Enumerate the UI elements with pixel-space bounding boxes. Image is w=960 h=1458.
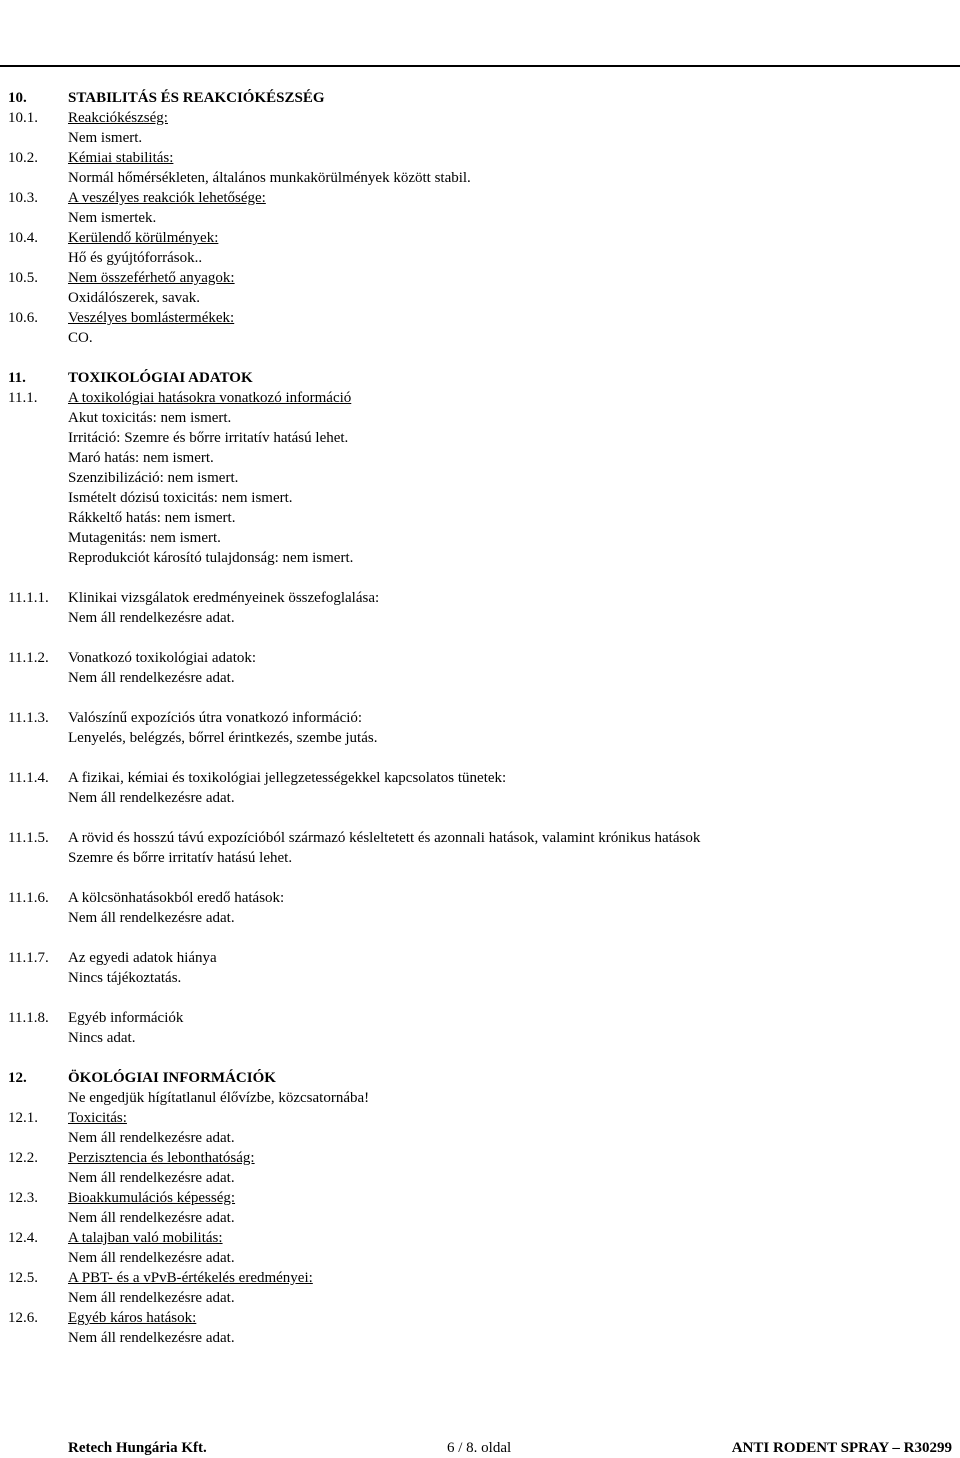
body-text: Lenyelés, belégzés, bőrrel érintkezés, szembe jutás. (68, 730, 378, 746)
subsection-title: Kerülendő körülmények: (68, 230, 219, 246)
body-text: Nem áll rendelkezésre adat. (68, 1330, 235, 1346)
body-text: Szenzibilizáció: nem ismert. (68, 470, 239, 486)
subsection-title: A veszélyes reakciók lehetősége: (68, 190, 266, 206)
section-number: 12.2. (8, 1150, 38, 1166)
body-text: Nem áll rendelkezésre adat. (68, 1170, 235, 1186)
body-text: Rákkeltő hatás: nem ismert. (68, 510, 236, 526)
body-text: Nincs tájékoztatás. (68, 970, 182, 986)
header-divider (0, 65, 960, 67)
section-number: 10.1. (8, 110, 38, 126)
section-number: 10.5. (8, 270, 38, 286)
body-text: Reprodukciót károsító tulajdonság: nem ismert. (68, 550, 354, 566)
section-number: 11.1.8. (8, 1010, 49, 1026)
body-text: Ne engedjük hígítatlanul élővízbe, közcsatornába! (68, 1090, 370, 1106)
subsection-title: A talajban való mobilitás: (68, 1230, 223, 1246)
subsection-title: Perzisztencia és lebonthatóság: (68, 1150, 255, 1166)
body-text: Nem áll rendelkezésre adat. (68, 910, 235, 926)
body-text: Egyéb információk (68, 1010, 184, 1026)
section-number: 11.1.5. (8, 830, 49, 846)
body-text: Ismételt dózisú toxicitás: nem ismert. (68, 490, 293, 506)
body-text: Vonatkozó toxikológiai adatok: (68, 650, 257, 666)
subsection-title: A PBT- és a vPvB-értékelés eredményei: (68, 1270, 313, 1286)
body-text: Mutagenitás: nem ismert. (68, 530, 221, 546)
version-number: Verziószám: 1 (8, 41, 104, 58)
body-text: Szemre és bőrre irritatív hatású lehet. (68, 850, 293, 866)
subsection-title: A toxikológiai hatásokra vonatkozó információ (68, 390, 352, 406)
section-number: 11.1.6. (8, 890, 49, 906)
footer-page-number: 6 / 8. oldal (447, 1440, 512, 1456)
body-text: Maró hatás: nem ismert. (68, 450, 214, 466)
body-text: Nem ismertek. (68, 210, 157, 226)
section-heading: STABILITÁS ÉS REAKCIÓKÉSZSÉG (68, 90, 325, 106)
section-number: 10.3. (8, 190, 38, 206)
body-text: Nem áll rendelkezésre adat. (68, 1210, 235, 1226)
body-text: A fizikai, kémiai és toxikológiai jellegzetességekkel kapcsolatos tünetek: (68, 770, 507, 786)
subsection-title: Egyéb káros hatások: (68, 1310, 197, 1326)
body-text: Irritáció: Szemre és bőrre irritatív hatású lehet. (68, 430, 349, 446)
section-number: 10.2. (8, 150, 38, 166)
body-text: Nem áll rendelkezésre adat. (68, 610, 235, 626)
subsection-title: Veszélyes bomlástermékek: (68, 310, 235, 326)
section-heading: ÖKOLÓGIAI INFORMÁCIÓK (68, 1070, 276, 1086)
section-number: 10. (8, 90, 27, 106)
body-text: Valószínű expozíciós útra vonatkozó információ: (68, 710, 363, 726)
page-header (0, 0, 960, 62)
body-text: Normál hőmérsékleten, általános munkakörülmények között stabil. (68, 170, 471, 186)
body-text: Akut toxicitás: nem ismert. (68, 410, 232, 426)
section-number: 10.6. (8, 310, 38, 326)
section-number: 11.1.7. (8, 950, 49, 966)
body-text: Oxidálószerek, savak. (68, 290, 201, 306)
section-number: 11.1.3. (8, 710, 49, 726)
subsection-title: Kémiai stabilitás: (68, 150, 174, 166)
section-number: 11.1.4. (8, 770, 49, 786)
body-text: Nincs adat. (68, 1030, 136, 1046)
section-number: 12. (8, 1070, 27, 1086)
footer-product: ANTI RODENT SPRAY – R30299 (731, 1440, 952, 1456)
section-number: 11. (8, 370, 26, 386)
section-number: 12.4. (8, 1230, 38, 1246)
section-number: 12.1. (8, 1110, 38, 1126)
section-number: 11.1.2. (8, 650, 49, 666)
body-text: Nem áll rendelkezésre adat. (68, 1250, 235, 1266)
body-text: Az egyedi adatok hiánya (68, 950, 217, 966)
section-number: 10.4. (8, 230, 38, 246)
subsection-title: Bioakkumulációs képesség: (68, 1190, 236, 1206)
body-text: CO. (68, 330, 93, 346)
body-text: A rövid és hosszú távú expozícióból származó késleltetett és azonnali hatások, valamint krónikus hatások (68, 830, 701, 846)
subsection-title: Toxicitás: (68, 1110, 127, 1126)
footer-company: Retech Hungária Kft. (68, 1440, 207, 1456)
section-number: 12.5. (8, 1270, 38, 1286)
body-text: A kölcsönhatásokból eredő hatások: (68, 890, 285, 906)
created-date: Elkészítés időpontja: 2011. május 3. (8, 1, 252, 18)
subsection-title: Reakciókészség: (68, 110, 168, 126)
body-text: Nem áll rendelkezésre adat. (68, 1130, 235, 1146)
header-left (8, 0, 252, 60)
section-number: 11.1. (8, 390, 38, 406)
section-number: 12.3. (8, 1190, 38, 1206)
subsection-title: Nem összeférhető anyagok: (68, 270, 235, 286)
revision-date: Felülvizsgálat időpontja: - (8, 21, 187, 38)
body-text: Nem áll rendelkezésre adat. (68, 670, 235, 686)
section-heading: TOXIKOLÓGIAI ADATOK (68, 370, 253, 386)
section-number: 12.6. (8, 1310, 38, 1326)
section-number: 11.1.1. (8, 590, 49, 606)
body-text: Hő és gyújtóforrások.. (68, 250, 203, 266)
body-text: Nem áll rendelkezésre adat. (68, 790, 235, 806)
header-url[interactable]: http://www.biztonsagiadatlap.hu (759, 20, 954, 36)
body-text: Klinikai vizsgálatok eredményeinek összefoglalása: (68, 590, 380, 606)
body-text: Nem áll rendelkezésre adat. (68, 1290, 235, 1306)
body-text: Nem ismert. (68, 130, 143, 146)
